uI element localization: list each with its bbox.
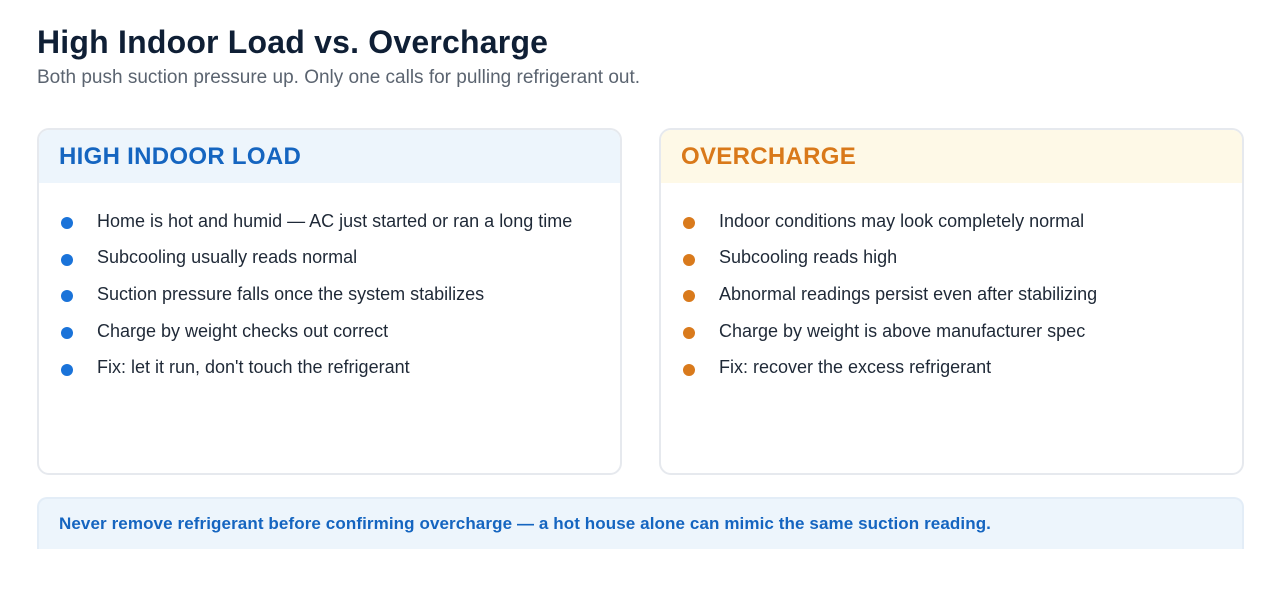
bullet-dot-icon — [61, 290, 73, 302]
bullet-dot-icon — [61, 364, 73, 376]
warning-callout: Never remove refrigerant before confirming overcharge — a hot house alone can mimic the same suction reading. — [37, 497, 1244, 549]
list-item-text: Charge by weight checks out correct — [97, 320, 389, 341]
page-subtitle: Both push suction pressure up. Only one calls for pulling refrigerant out. — [37, 67, 641, 88]
overcharge-card — [659, 128, 1244, 475]
bullet-dot-icon — [683, 327, 695, 339]
list-item-text: Home is hot and humid — AC just started or ran a long time — [97, 210, 573, 231]
page-title: High Indoor Load vs. Overcharge — [37, 24, 549, 60]
bullet-dot-icon — [61, 254, 73, 266]
list-item — [61, 276, 598, 313]
list-item — [61, 203, 598, 240]
bullet-dot-icon — [683, 290, 695, 302]
list-item — [683, 276, 1220, 313]
list-item-text: Charge by weight is above manufacturer spec — [719, 320, 1086, 341]
list-item — [683, 240, 1220, 277]
bullet-dot-icon — [683, 217, 695, 229]
list-item-text: Subcooling reads high — [719, 247, 898, 268]
list-item — [683, 203, 1220, 240]
list-item-text: Subcooling usually reads normal — [97, 247, 358, 268]
overcharge-list — [661, 183, 1242, 386]
list-item — [61, 240, 598, 277]
list-item — [683, 349, 1220, 386]
list-item-text: Fix: recover the excess refrigerant — [719, 357, 992, 378]
bullet-dot-icon — [61, 327, 73, 339]
high-indoor-load-list — [39, 183, 620, 386]
overcharge-heading: OVERCHARGE — [661, 130, 1242, 183]
list-item-text: Suction pressure falls once the system stabilizes — [97, 283, 485, 304]
list-item-text: Abnormal readings persist even after stabilizing — [719, 283, 1098, 304]
high-indoor-load-card — [37, 128, 622, 475]
comparison-columns — [37, 128, 1244, 475]
high-indoor-load-heading: HIGH INDOOR LOAD — [39, 130, 620, 183]
bullet-dot-icon — [61, 217, 73, 229]
list-item-text: Fix: let it run, don't touch the refrigerant — [97, 357, 410, 378]
list-item — [61, 313, 598, 350]
list-item-text: Indoor conditions may look completely normal — [719, 210, 1085, 231]
bullet-dot-icon — [683, 254, 695, 266]
list-item — [61, 349, 598, 386]
list-item — [683, 313, 1220, 350]
bullet-dot-icon — [683, 364, 695, 376]
